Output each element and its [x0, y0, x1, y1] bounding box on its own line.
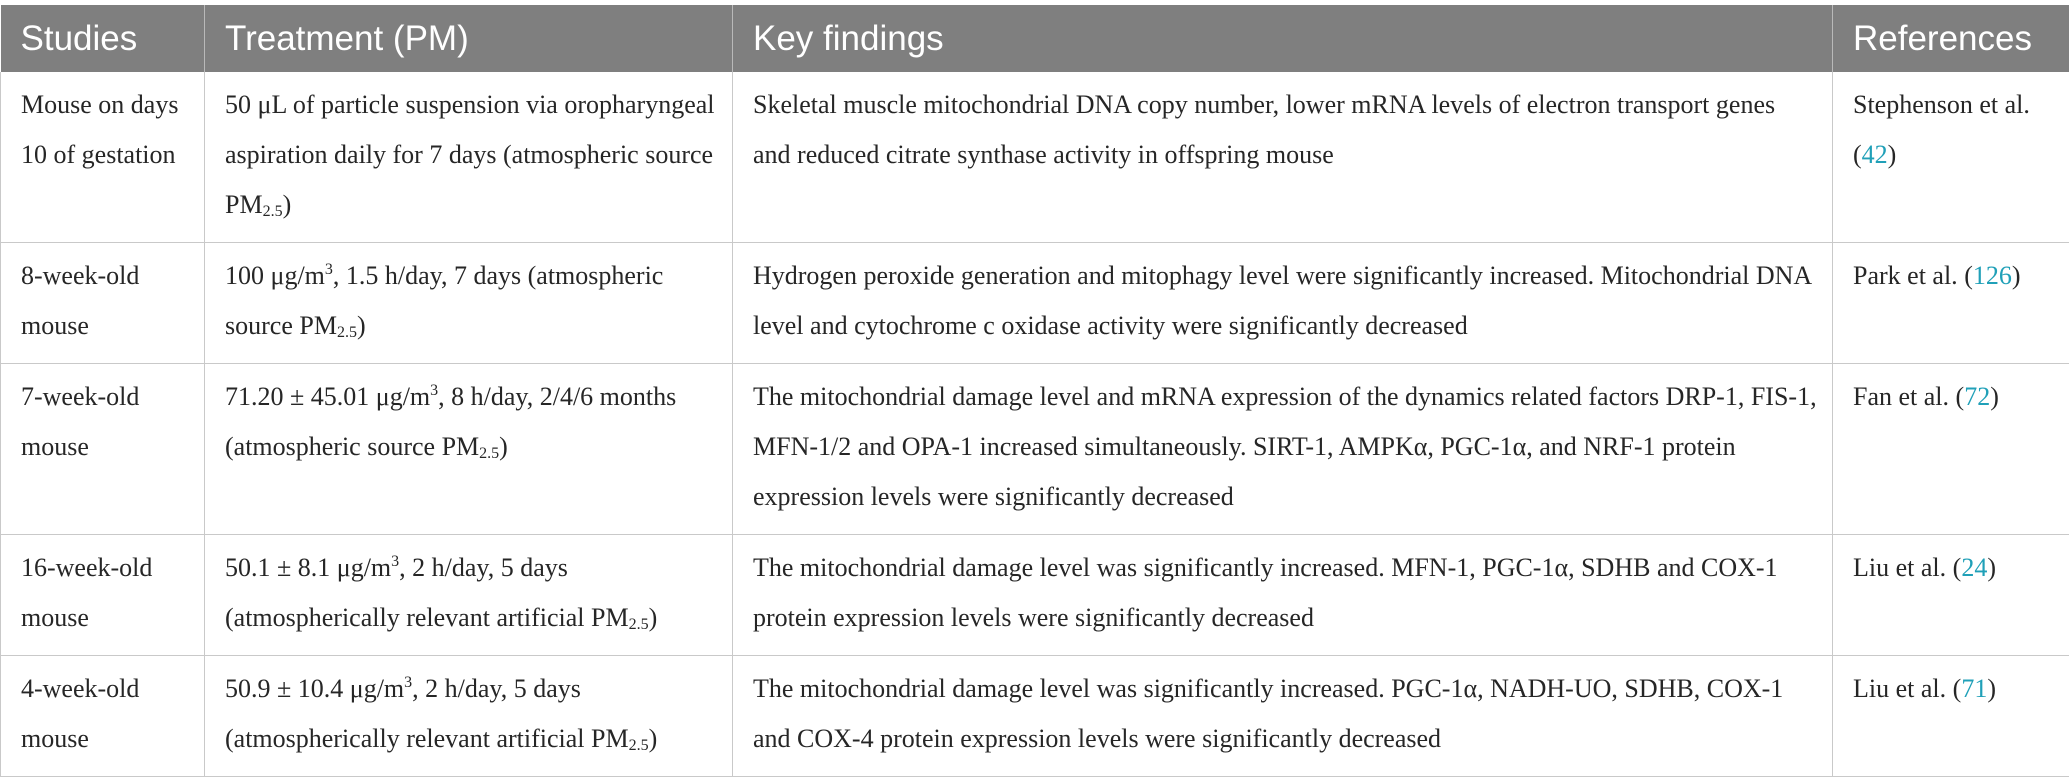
reference-cell: Fan et al. (72) — [1833, 364, 2069, 535]
header-row — [1, 5, 2069, 72]
header-references: References — [1833, 5, 2069, 72]
treatment-cell: 50.1 ± 8.1 $\mu g/m^3$, 2 h/day, 5 days (atmospherically relevant artificial $PM_{2.5}$) — [205, 535, 733, 656]
table-row — [1, 72, 2069, 243]
study-cell: 8-week-old mouse — [1, 243, 205, 364]
reference-cell: Liu et al. (24) — [1833, 535, 2069, 656]
treatment-cell: 50.9 ± 10.4 $\mu g/m^3$, 2 h/day, 5 days (atmospherically relevant artificial $PM_{2.5}$) — [205, 656, 733, 777]
findings-cell: The mitochondrial damage level and mRNA expression of the dynamics related factors DRP-1, FIS-1, MFN-1/2 and OPA-1 increased simultaneously. SIRT-1, AMPKα, PGC-1α, and NRF-1 protein expression levels were significantly decreased — [733, 364, 1833, 535]
table-row — [1, 243, 2069, 364]
reference-link[interactable]: 71 — [1961, 674, 1987, 703]
studies-table — [0, 5, 2069, 777]
table-row — [1, 656, 2069, 777]
reference-link[interactable]: 42 — [1862, 140, 1888, 169]
reference-cell: Stephenson et al. (42) — [1833, 72, 2069, 243]
treatment-cell: 50 μL of particle suspension via oropharyngeal aspiration daily for 7 days (atmospheric source $PM_{2.5}$) — [205, 72, 733, 243]
study-cell: 16-week-old mouse — [1, 535, 205, 656]
reference-cell: Park et al. (126) — [1833, 243, 2069, 364]
header-treatment: Treatment (PM) — [205, 5, 733, 72]
reference-cell: Liu et al. (71) — [1833, 656, 2069, 777]
header-studies: Studies — [1, 5, 205, 72]
treatment-cell: 100 $\mu g/m^3$, 1.5 h/day, 7 days (atmospheric source $PM_{2.5}$) — [205, 243, 733, 364]
study-cell: 4-week-old mouse — [1, 656, 205, 777]
findings-cell: The mitochondrial damage level was significantly increased. PGC-1α, NADH-UO, SDHB, COX-1 and COX-4 protein expression levels were significantly decreased — [733, 656, 1833, 777]
treatment-cell: 71.20 ± 45.01 $\mu g/m^3$, 8 h/day, 2/4/6 months (atmospheric source $PM_{2.5}$) — [205, 364, 733, 535]
header-key-findings: Key findings — [733, 5, 1833, 72]
table-row — [1, 364, 2069, 535]
findings-cell: The mitochondrial damage level was significantly increased. MFN-1, PGC-1α, SDHB and COX-1 protein expression levels were significantly decreased — [733, 535, 1833, 656]
findings-cell: Hydrogen peroxide generation and mitophagy level were significantly increased. Mitochondrial DNA level and cytochrome c oxidase activity were significantly decreased — [733, 243, 1833, 364]
reference-link[interactable]: 126 — [1973, 261, 2012, 290]
reference-link[interactable]: 24 — [1961, 553, 1987, 582]
study-cell: 7-week-old mouse — [1, 364, 205, 535]
table-row — [1, 535, 2069, 656]
findings-cell: Skeletal muscle mitochondrial DNA copy number, lower mRNA levels of electron transport genes and reduced citrate synthase activity in offspring mouse — [733, 72, 1833, 243]
study-cell: Mouse on days 10 of gestation — [1, 72, 205, 243]
reference-link[interactable]: 72 — [1964, 382, 1990, 411]
